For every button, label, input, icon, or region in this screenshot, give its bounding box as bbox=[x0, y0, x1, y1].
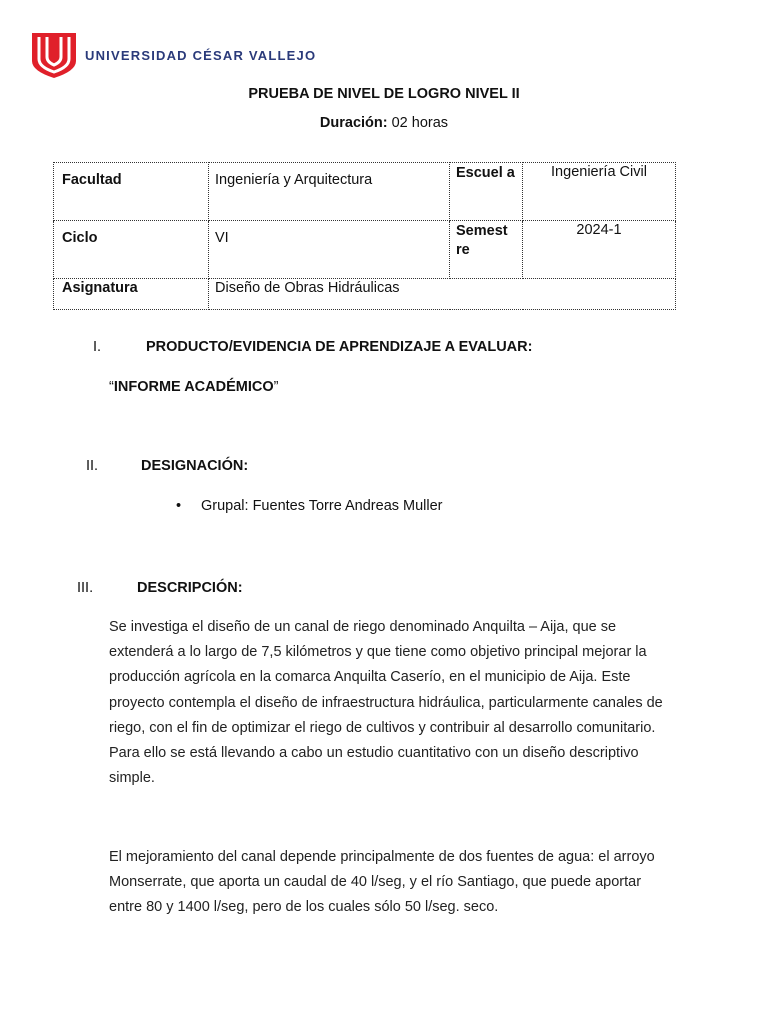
description-paragraph-2: El mejoramiento del canal depende principalmente de dos fuentes de agua: el arroyo Monserrate, que aporta un caudal de 40 l/seg, y el río Santiago, que puede aportar entre 80 y 1400 l/seg, pero de los cuales sólo 50 l/seg. seco. bbox=[109, 849, 655, 916]
section-number: II. bbox=[86, 458, 99, 474]
section-number: I. bbox=[93, 339, 102, 355]
semestre-value: 2024-1 bbox=[523, 221, 676, 279]
description-paragraph-1: Se investiga el diseño de un canal de riego denominado Anquilta – Aija, que se extenderá a lo largo de 7,5 kilómetros y que tiene como objetivo principal mejorar la producción agrícola en la comarca Anquilta Caserío, en el municipio de Aija. Este proyecto contempla el diseño de infraestructura hidráulica, particularmente canales de riego, con el fin de optimizar el riego de cultivos y contribuir al desarrollo comunitario. Para ello se está llevando a cabo un estudio cuantitativo con un diseño descriptivo simple. bbox=[109, 619, 663, 787]
university-logo bbox=[31, 31, 316, 79]
section-number: III. bbox=[77, 580, 94, 596]
semestre-label: Semest re bbox=[450, 221, 523, 279]
ciclo-label: Ciclo bbox=[54, 221, 209, 279]
designation-text: Grupal: Fuentes Torre Andreas Muller bbox=[201, 498, 443, 514]
duration-line bbox=[0, 115, 768, 131]
asignatura-label: Asignatura bbox=[54, 279, 209, 310]
course-info-table bbox=[53, 162, 676, 310]
table-row bbox=[54, 163, 676, 221]
table-row bbox=[54, 221, 676, 279]
escuela-value: Ingeniería Civil bbox=[523, 163, 676, 221]
asignatura-value: Diseño de Obras Hidráulicas bbox=[209, 279, 676, 310]
bullet-icon: • bbox=[176, 498, 182, 514]
section-title: PRODUCTO/EVIDENCIA DE APRENDIZAJE A EVALUAR: bbox=[146, 339, 533, 355]
ciclo-value: VI bbox=[209, 221, 450, 279]
table-row bbox=[54, 279, 676, 310]
duration-label: Duración: bbox=[319, 115, 388, 131]
escuela-label: Escuel a bbox=[450, 163, 523, 221]
product-name bbox=[109, 379, 278, 395]
facultad-label: Facultad bbox=[54, 163, 209, 221]
product-title: INFORME ACADÉMICO bbox=[113, 379, 274, 395]
ucv-shield-icon bbox=[31, 31, 77, 79]
open-quote: “ bbox=[109, 379, 114, 395]
document-title: PRUEBA DE NIVEL DE LOGRO NIVEL II bbox=[248, 86, 520, 102]
section-title: DESIGNACIÓN: bbox=[141, 458, 249, 474]
duration-value: 02 horas bbox=[387, 115, 449, 131]
section-title: DESCRIPCIÓN: bbox=[137, 580, 243, 596]
list-item bbox=[176, 498, 443, 514]
close-quote: ” bbox=[273, 379, 279, 395]
institution-name: UNIVERSIDAD CÉSAR VALLEJO bbox=[85, 47, 317, 63]
facultad-value: Ingeniería y Arquitectura bbox=[209, 163, 450, 221]
